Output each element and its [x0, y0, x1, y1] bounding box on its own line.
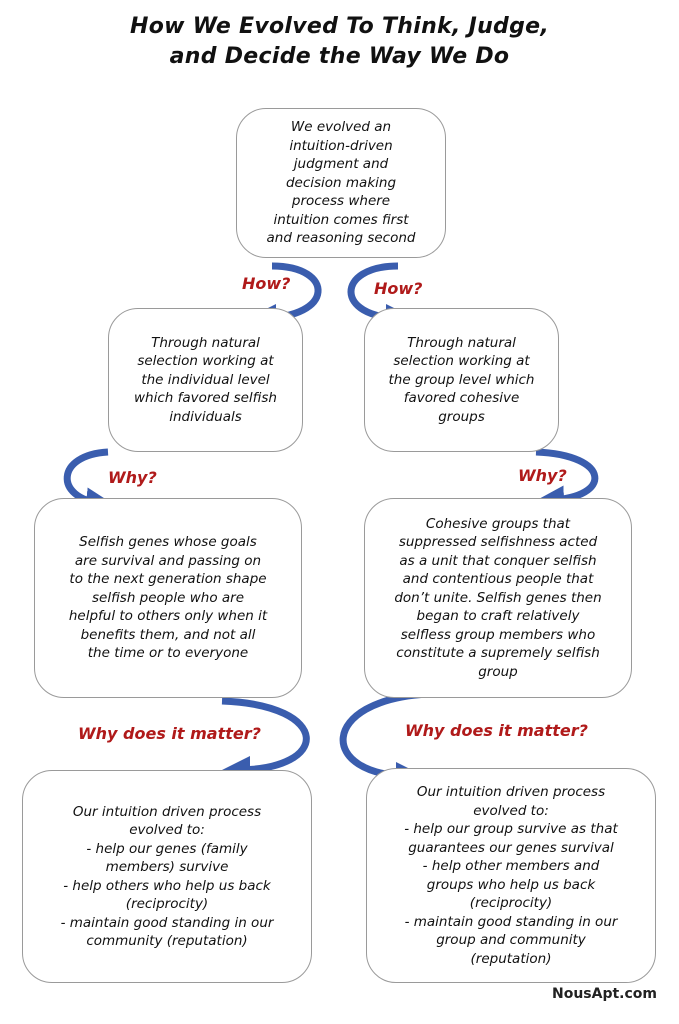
how-label-right: How? — [374, 279, 423, 298]
right-why-box-text: Cohesive groups that suppressed selfishness acted as a unit that conquer selfish and contentious people that don’t unite. Selfish genes then began to craft relatively selfless group members who constitute a supremely selfish group — [394, 515, 602, 680]
right-how-box — [364, 308, 559, 452]
left-matter-box — [22, 770, 312, 983]
arrow-why-left — [67, 452, 108, 503]
diagram-title-line-2: and Decide the Way We Do — [169, 44, 510, 69]
diagram-title-line-1: How We Evolved To Think, Judge, — [129, 14, 550, 39]
right-matter-box — [366, 768, 656, 983]
left-how-box — [108, 308, 303, 452]
right-why-box — [364, 498, 632, 698]
top-box — [236, 108, 446, 258]
matter-label-right: Why does it matter? — [405, 721, 588, 740]
how-label-left: How? — [242, 274, 291, 293]
brand-watermark: NousApt.com — [551, 986, 657, 1002]
left-why-box-text: Selfish genes whose goals are survival and passing on to the next generation shape selfish people who are helpful to others only when it benefits them, and not all the time or to everyone — [68, 534, 268, 662]
why-label-right: Why? — [518, 466, 567, 485]
right-matter-box-text: Our intuition driven process evolved to: - help our group survive as that guarantees our genes survival - help other members and groups who help us back (reciprocity) - maintain good standing in our group and community (reputation) — [404, 784, 618, 967]
top-box-text: We evolved an intuition-driven judgment and decision making process where intuition comes first and reasoning second — [266, 119, 416, 247]
left-how-box-text: Through natural selection working at the individual level which favored selfish individuals — [133, 334, 277, 425]
matter-label-left: Why does it matter? — [78, 724, 261, 743]
left-why-box — [34, 498, 302, 698]
why-label-left: Why? — [108, 468, 157, 487]
right-how-box-text: Through natural selection working at the group level which favored cohesive groups — [388, 334, 535, 425]
left-matter-box-text: Our intuition driven process evolved to: - help our genes (family members) survive - help others who help us back (reciprocity) - maintain good standing in our community (reputation) — [60, 803, 274, 949]
